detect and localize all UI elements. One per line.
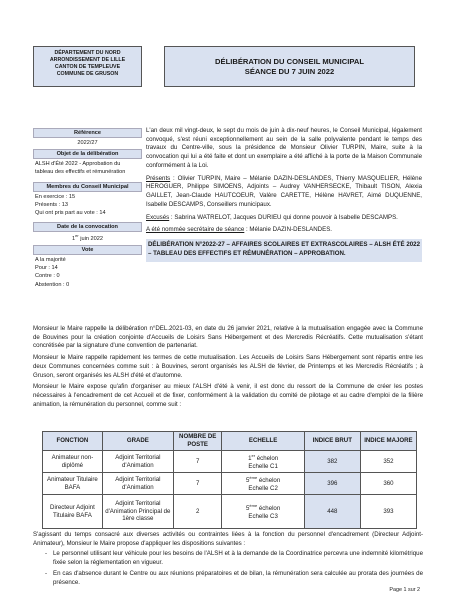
- document-title: [164, 46, 415, 87]
- echelle-cell: 5ème échelon Echelle C2: [222, 473, 304, 495]
- org-line: ARRONDISSEMENT DE LILLE: [49, 56, 126, 63]
- indice-brut-cell: 396: [304, 473, 360, 495]
- table-row: [43, 451, 417, 473]
- fonction-cell: Directeur Adjoint Titulaire BAFA: [43, 495, 103, 529]
- column-header: NOMBRE DE POSTE: [173, 432, 222, 451]
- column-header: FONCTION: [43, 432, 103, 451]
- org-line: DÉPARTEMENT DU NORD: [54, 50, 121, 56]
- echelle-cell: 1er échelon Echelle C1: [222, 451, 304, 473]
- echelle-cell: 5ème échelon Echelle C3: [222, 495, 304, 529]
- column-header: INDICE MAJORE: [360, 432, 416, 451]
- convocation-label: Date de la convocation: [33, 222, 142, 232]
- convocation-date: 1er juin 2022: [72, 233, 103, 242]
- org-line: COMMUNE DE GRUSON: [56, 70, 119, 77]
- vote-line: Contre : 0: [35, 273, 60, 280]
- body-paragraph: Monsieur le Maire expose qu'afin d'organiser au mieux l'ALSH d'été à venir, il est donc du ressort de la Commune de créer les postes nécessaires à l'encadrement de cet Accueil et de fixer, conformément à la validation du comité de pilotage et au cadre d'emploi de la filière animation, la rémunération du personnel, comme suit :: [33, 383, 423, 408]
- indice-majore-cell: 352: [360, 451, 416, 473]
- members-line: Qui ont pris part au vote : 14: [35, 209, 106, 216]
- indice-brut-cell: 448: [304, 495, 360, 529]
- members-line: En exercice : 15: [35, 193, 76, 200]
- provisions-list: [33, 550, 423, 587]
- session-date: SÉANCE DU 7 JUIN 2022: [244, 66, 335, 76]
- table-row: [43, 495, 417, 529]
- grade-cell: Adjoint Territorial d'Animation Principal de 1ère classe: [102, 495, 173, 529]
- reference-label: Référence: [33, 128, 142, 138]
- grade-cell: Adjoint Territorial d'Animation: [102, 451, 173, 473]
- grade-cell: Adjoint Territorial d'Animation: [102, 473, 173, 495]
- vote-line: Pour : 14: [35, 265, 58, 272]
- table-header-row: [43, 432, 417, 451]
- sidebar: [33, 128, 142, 291]
- members-list: [33, 192, 142, 219]
- org-line: CANTON DE TEMPLEUVE: [54, 63, 121, 70]
- vote-results: [33, 255, 142, 290]
- secretary-paragraph: A été nommée secrétaire de séance : Mélanie DAZIN-DESLANDES.: [146, 226, 333, 234]
- deliberation-title: DÉLIBÉRATION N°2022-27 – AFFAIRES SCOLAIRES ET EXTRASCOLAIRES – ALSH ÉTÉ 2022 – TABLEAU DES EFFECTIFS ET RÉMUNÉRATION – APPROBATION.: [146, 239, 422, 261]
- session-details: [146, 127, 422, 262]
- nombre-cell: 7: [173, 451, 222, 473]
- members-line: Présents : 13: [35, 201, 68, 208]
- body-text: [33, 325, 423, 413]
- page-number: Page 1 sur 2: [389, 587, 420, 593]
- fonction-cell: Animateur Titulaire BAFA: [43, 473, 103, 495]
- members-label: Membres du Conseil Municipal: [33, 182, 142, 192]
- vote-line: Abstention : 0: [35, 281, 70, 288]
- column-header: GRADE: [102, 432, 173, 451]
- list-item: - Le personnel utilisant leur véhicule pour les besoins de l'ALSH et à la demande de la Coordinatrice percevra une indemnité kilométrique fixée selon la réglementation en vigueur.: [45, 550, 423, 567]
- indice-brut-cell: 382: [304, 451, 360, 473]
- vote-line: A la majorité: [35, 257, 66, 264]
- column-header: INDICE BRUT: [304, 432, 360, 451]
- body-paragraph: Monsieur le Maire rappelle rapidement les termes de cette mutualisation. Les Accueils de Loisirs Sans Hébergement sont répartis entre les deux Communes concernées comme suit : à Bouvines, seront organisés les ALSH de février, de Printemps et les Mercredis Récréatifs ; à Gruson, seront organisés les ALSH d'été et d'automne.: [33, 354, 423, 379]
- commune-header: [33, 46, 142, 87]
- presents-paragraph: Présents : Olivier TURPIN, Maire – Mélanie DAZIN-DESLANDES, Thierry MASQUELIER, Hélène HEROGUER, Philippe SIMOENS, Adjoints – Audrey VANHERSECKE, Thibault TISON, Alexia GAILLET, Jean-Claude HAUTCOEUR, Valère CARETTE, Hélène HAVRET, Aimé DUQUENNE, Isabelle DESCAMPS, Conseillers municipaux.: [146, 174, 422, 208]
- nombre-cell: 7: [173, 473, 222, 495]
- excuses-paragraph: Excusés : Sabrina WATRELOT, Jacques DURIEU qui donne pouvoir à Isabelle DESCAMPS.: [146, 213, 398, 221]
- staffing-table: [42, 431, 417, 529]
- nombre-cell: 2: [173, 495, 222, 529]
- reference-value: 2022/27: [77, 140, 98, 147]
- intro-paragraph: L'an deux mil vingt-deux, le sept du mois de juin à dix-neuf heures, le Conseil Municipal, légalement convoqué, s'est réuni exceptionnellement au sein de la salle polyvalente pendant le temps des travaux du Centre-ville, sous la présidence de Monsieur Olivier TURPIN, Maire, suite à la convocation qui lui a été faite et dont un exemplaire a été affiché à la porte de la Maison Communale conformément à la Loi.: [146, 127, 422, 169]
- column-header: ECHELLE: [222, 432, 304, 451]
- title-line: DÉLIBÉRATION DU CONSEIL MUNICIPAL: [215, 57, 364, 66]
- indice-majore-cell: 393: [360, 495, 416, 529]
- indice-majore-cell: 360: [360, 473, 416, 495]
- object-text: ALSH d'Été 2022 - Approbation du tableau des effectifs et rémunération: [35, 161, 126, 176]
- list-item: - En cas d'absence durant le Centre ou aux réunions préparatoires et de bilan, la rémunération sera calculée au prorata des journées de présence.: [45, 570, 423, 587]
- object-label: Objet de la délibération: [33, 149, 142, 159]
- body-paragraph: Monsieur le Maire rappelle la délibération n°DEL.2021-03, en date du 26 janvier 2021, relative à la mutualisation engagée avec la Commune de Bouvines pour la création conjointe d'Accueils de Loisirs Sans Hébergement et des Mercredis Récréatifs. Cette mutualisation s'étant concrétisée par la signature d'une convention de partenariat.: [33, 325, 423, 350]
- vote-label: Vote: [33, 245, 142, 255]
- provisions-section: [33, 531, 423, 589]
- provisions-intro: S'agissant du temps consacré aux diverses activités ou contraintes liées à la fonction du personnel d'encadrement (Directeur Adjoint-Animateur), Monsieur le Maire propose d'appliquer les dispositions suivantes :: [33, 531, 423, 547]
- table-row: [43, 473, 417, 495]
- fonction-cell: Animateur non-diplômé: [43, 451, 103, 473]
